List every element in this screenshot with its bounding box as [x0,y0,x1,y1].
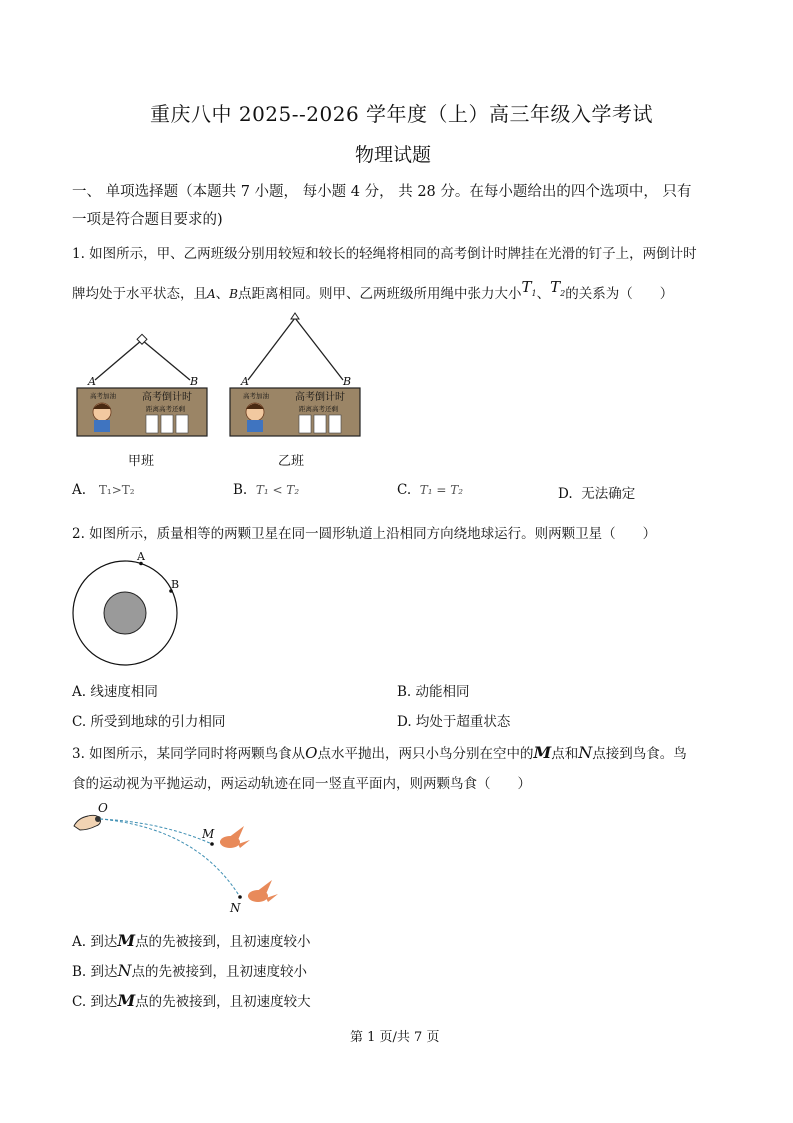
q1-point-b: B [229,287,238,301]
caption-left: 甲班 [128,454,155,469]
board-left-sub: 距离高考还剩 [146,405,185,413]
earth-icon [104,592,146,634]
q3-option-c[interactable]: C. 到达M点的先被接到，且初速度较大 [72,991,311,1010]
q1-sep2: 、 [536,286,551,302]
trajectory-n [100,819,240,897]
board-left-title: 高考倒计时 [142,392,192,403]
label-b-right: B [343,375,352,388]
label-o: O [98,801,108,815]
label-sat-a: A [137,550,145,563]
label-b-left: B [190,375,199,388]
q1-point-a: A [207,287,216,301]
q2-option-c[interactable]: C. 所受到地球的引力相同 [72,714,226,730]
section-heading-line1: 一、 单项选择题（本题共 7 小题， 每小题 4 分， 共 28 分。在每小题给出的四个选项中， 只有 [72,184,692,200]
label-n: N [230,901,241,915]
q3-stem-line2: 食的运动视为平抛运动，两运动轨迹在同一竖直平面内，则两颗鸟食（ ） [72,776,531,792]
board-right-title: 高考倒计时 [295,392,345,403]
q3-option-b[interactable]: B. 到达N点的先被接到，且初速度较小 [72,961,308,980]
board-left [77,334,207,469]
q3-figure [72,800,292,920]
label-sat-b: B [171,578,180,591]
caption-right: 乙班 [278,454,305,469]
q3-option-a[interactable]: A. 到达M点的先被接到，且初速度较小 [72,931,311,950]
q1-stem-text-a: 牌均处于水平状态，且 [72,286,207,302]
page-title: 重庆八中 2025--2026 学年度（上）高三年级入学考试 [150,102,654,126]
q1-stem-line1: 1. 如图所示，甲、乙两班级分别用较短和较长的轻绳将相同的高考倒计时牌挂在光滑的钉子上，两倒计时 [72,246,697,262]
q2-option-d[interactable]: D. 均处于超重状态 [397,714,511,730]
q1-stem-text-b: 点距离相同。则甲、乙两班级所用绳中张力大小 [238,286,522,302]
board-right [230,313,360,469]
board-right-sub: 距离高考还剩 [299,405,338,413]
q1-option-d[interactable]: D. 无法确定 [558,486,636,502]
section-heading-line2: 一项是符合题目要求的) [72,212,223,228]
board-left-small-text: 高考加油 [90,392,116,400]
q1-t2: $T_2$ [550,278,566,298]
nail-icon-right [291,313,299,319]
bird-icon-n [248,880,278,902]
q2-option-a[interactable]: A. 线速度相同 [72,684,158,700]
page-number: 第 1 页/共 7 页 [350,1030,440,1045]
q1-sep1: 、 [215,286,230,302]
trajectory-m [100,819,212,844]
page-subtitle: 物理试题 [355,144,432,166]
q1-t1: $T_1$ [521,278,537,298]
label-a-left: A [88,375,96,388]
q2-stem: 2. 如图所示，质量相等的两颗卫星在同一圆形轨道上沿相同方向绕地球运行。则两颗卫星（ ） [72,526,657,542]
q1-figure [70,310,370,480]
q1-option-a[interactable]: A. T₁>T₂ [72,482,135,498]
label-m: M [202,827,215,841]
q2-figure [70,548,190,668]
q1-stem-text-c: 的关系为（ ） [565,286,674,302]
board-right-small-text: 高考加油 [243,392,269,400]
q1-option-b[interactable]: B. T₁ < T₂ [233,482,300,498]
bird-icon-m [220,826,250,848]
q2-option-b[interactable]: B. 动能相同 [397,684,470,700]
q1-option-c[interactable]: C. T₁ = T₂ [397,482,464,498]
label-a-right: A [241,375,249,388]
q1-stem-line2 [72,278,674,304]
q3-stem-line1: 3. 如图所示，某同学同时将两颗鸟食从O点水平抛出，两只小鸟分别在空中的M点和N点接到鸟食。鸟 [72,743,687,762]
